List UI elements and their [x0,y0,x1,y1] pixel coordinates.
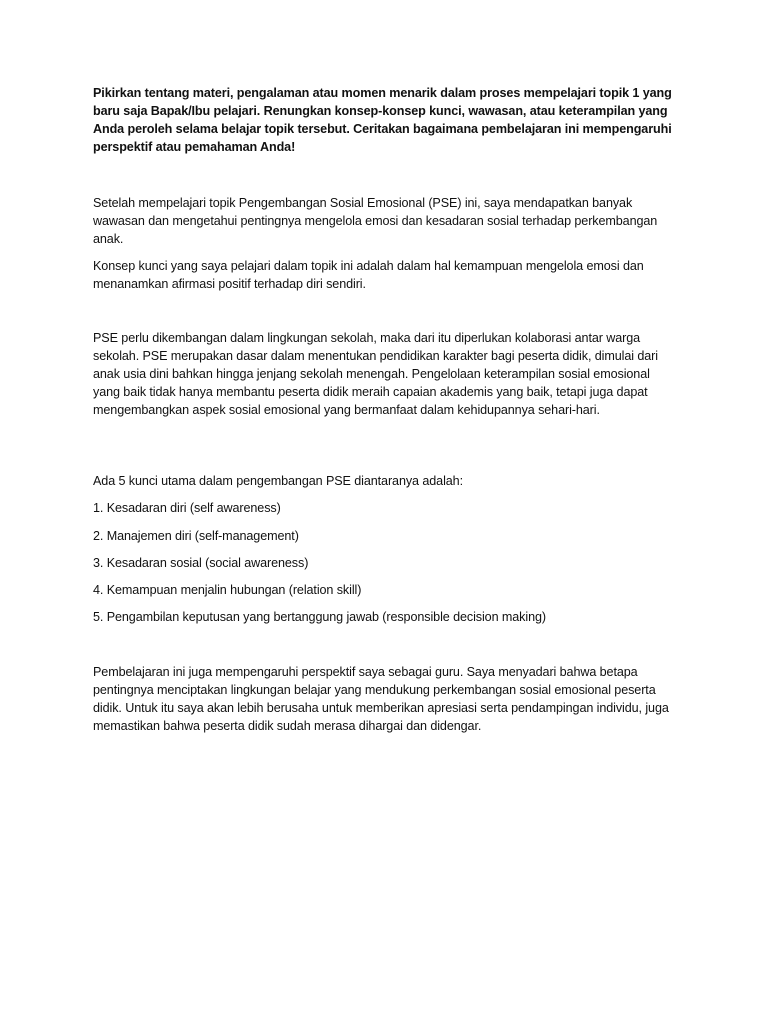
paragraph-pse-school: PSE perlu dikembangan dalam lingkungan sekolah, maka dari itu diperlukan kolaborasi antar warga sekolah. PSE merupakan dasar dalam menentukan pendidikan karakter bagi peserta didik, dimulai dari anak usia dini bahkan hingga jenjang sekolah menengah. Pengelolaan keterampilan sosial emosional yang baik tidak hanya membantu peserta didik meraih capaian akademis yang baik, tetapi juga dapat mengembangkan aspek sosial emosional yang bermanfaat dalam kehidupannya sehari-hari. [93,331,658,417]
paragraph-perspective: Pembelajaran ini juga mempengaruhi perspektif saya sebagai guru. Saya menyadari bahwa betapa pentingnya menciptakan lingkungan belajar yang mendukung perkembangan sosial emosional peserta didik. Untuk itu saya akan lebih berusaha untuk memberikan apresiasi serta pendampingan individu, juga memastikan bahwa peserta didik sudah merasa dihargai dan didengar. [93,665,669,733]
list-item: 3. Kesadaran sosial (social awareness) [93,556,309,570]
list-item: 5. Pengambilan keputusan yang bertanggung jawab (responsible decision making) [93,610,546,624]
list-item: 2. Manajemen diri (self-management) [93,529,299,543]
paragraph-intro: Setelah mempelajari topik Pengembangan Sosial Emosional (PSE) ini, saya mendapatkan banyak wawasan dan mengetahui pentingnya mengelola emosi dan kesadaran sosial terhadap perkembangan anak. [93,196,658,246]
list-item: 4. Kemampuan menjalin hubungan (relation skill) [93,583,362,597]
paragraph-key-concept: Konsep kunci yang saya pelajari dalam topik ini adalah dalam hal kemampuan mengelola emosi dan menanamkan afirmasi positif terhadap diri sendiri. [93,259,644,291]
reflection-prompt: Pikirkan tentang materi, pengalaman atau momen menarik dalam proses mempelajari topik 1 yang baru saja Bapak/Ibu pelajari. Renungkan konsep-konsep kunci, wawasan, atau keterampilan yang Anda peroleh selama belajar topik tersebut. Ceritakan bagaimana pembelajaran ini mempengaruhi perspektif atau pemahaman Anda! [93,86,672,154]
document-page [93,0,673,1024]
list-item: 1. Kesadaran diri (self awareness) [93,501,281,515]
list-intro: Ada 5 kunci utama dalam pengembangan PSE diantaranya adalah: [93,474,463,488]
